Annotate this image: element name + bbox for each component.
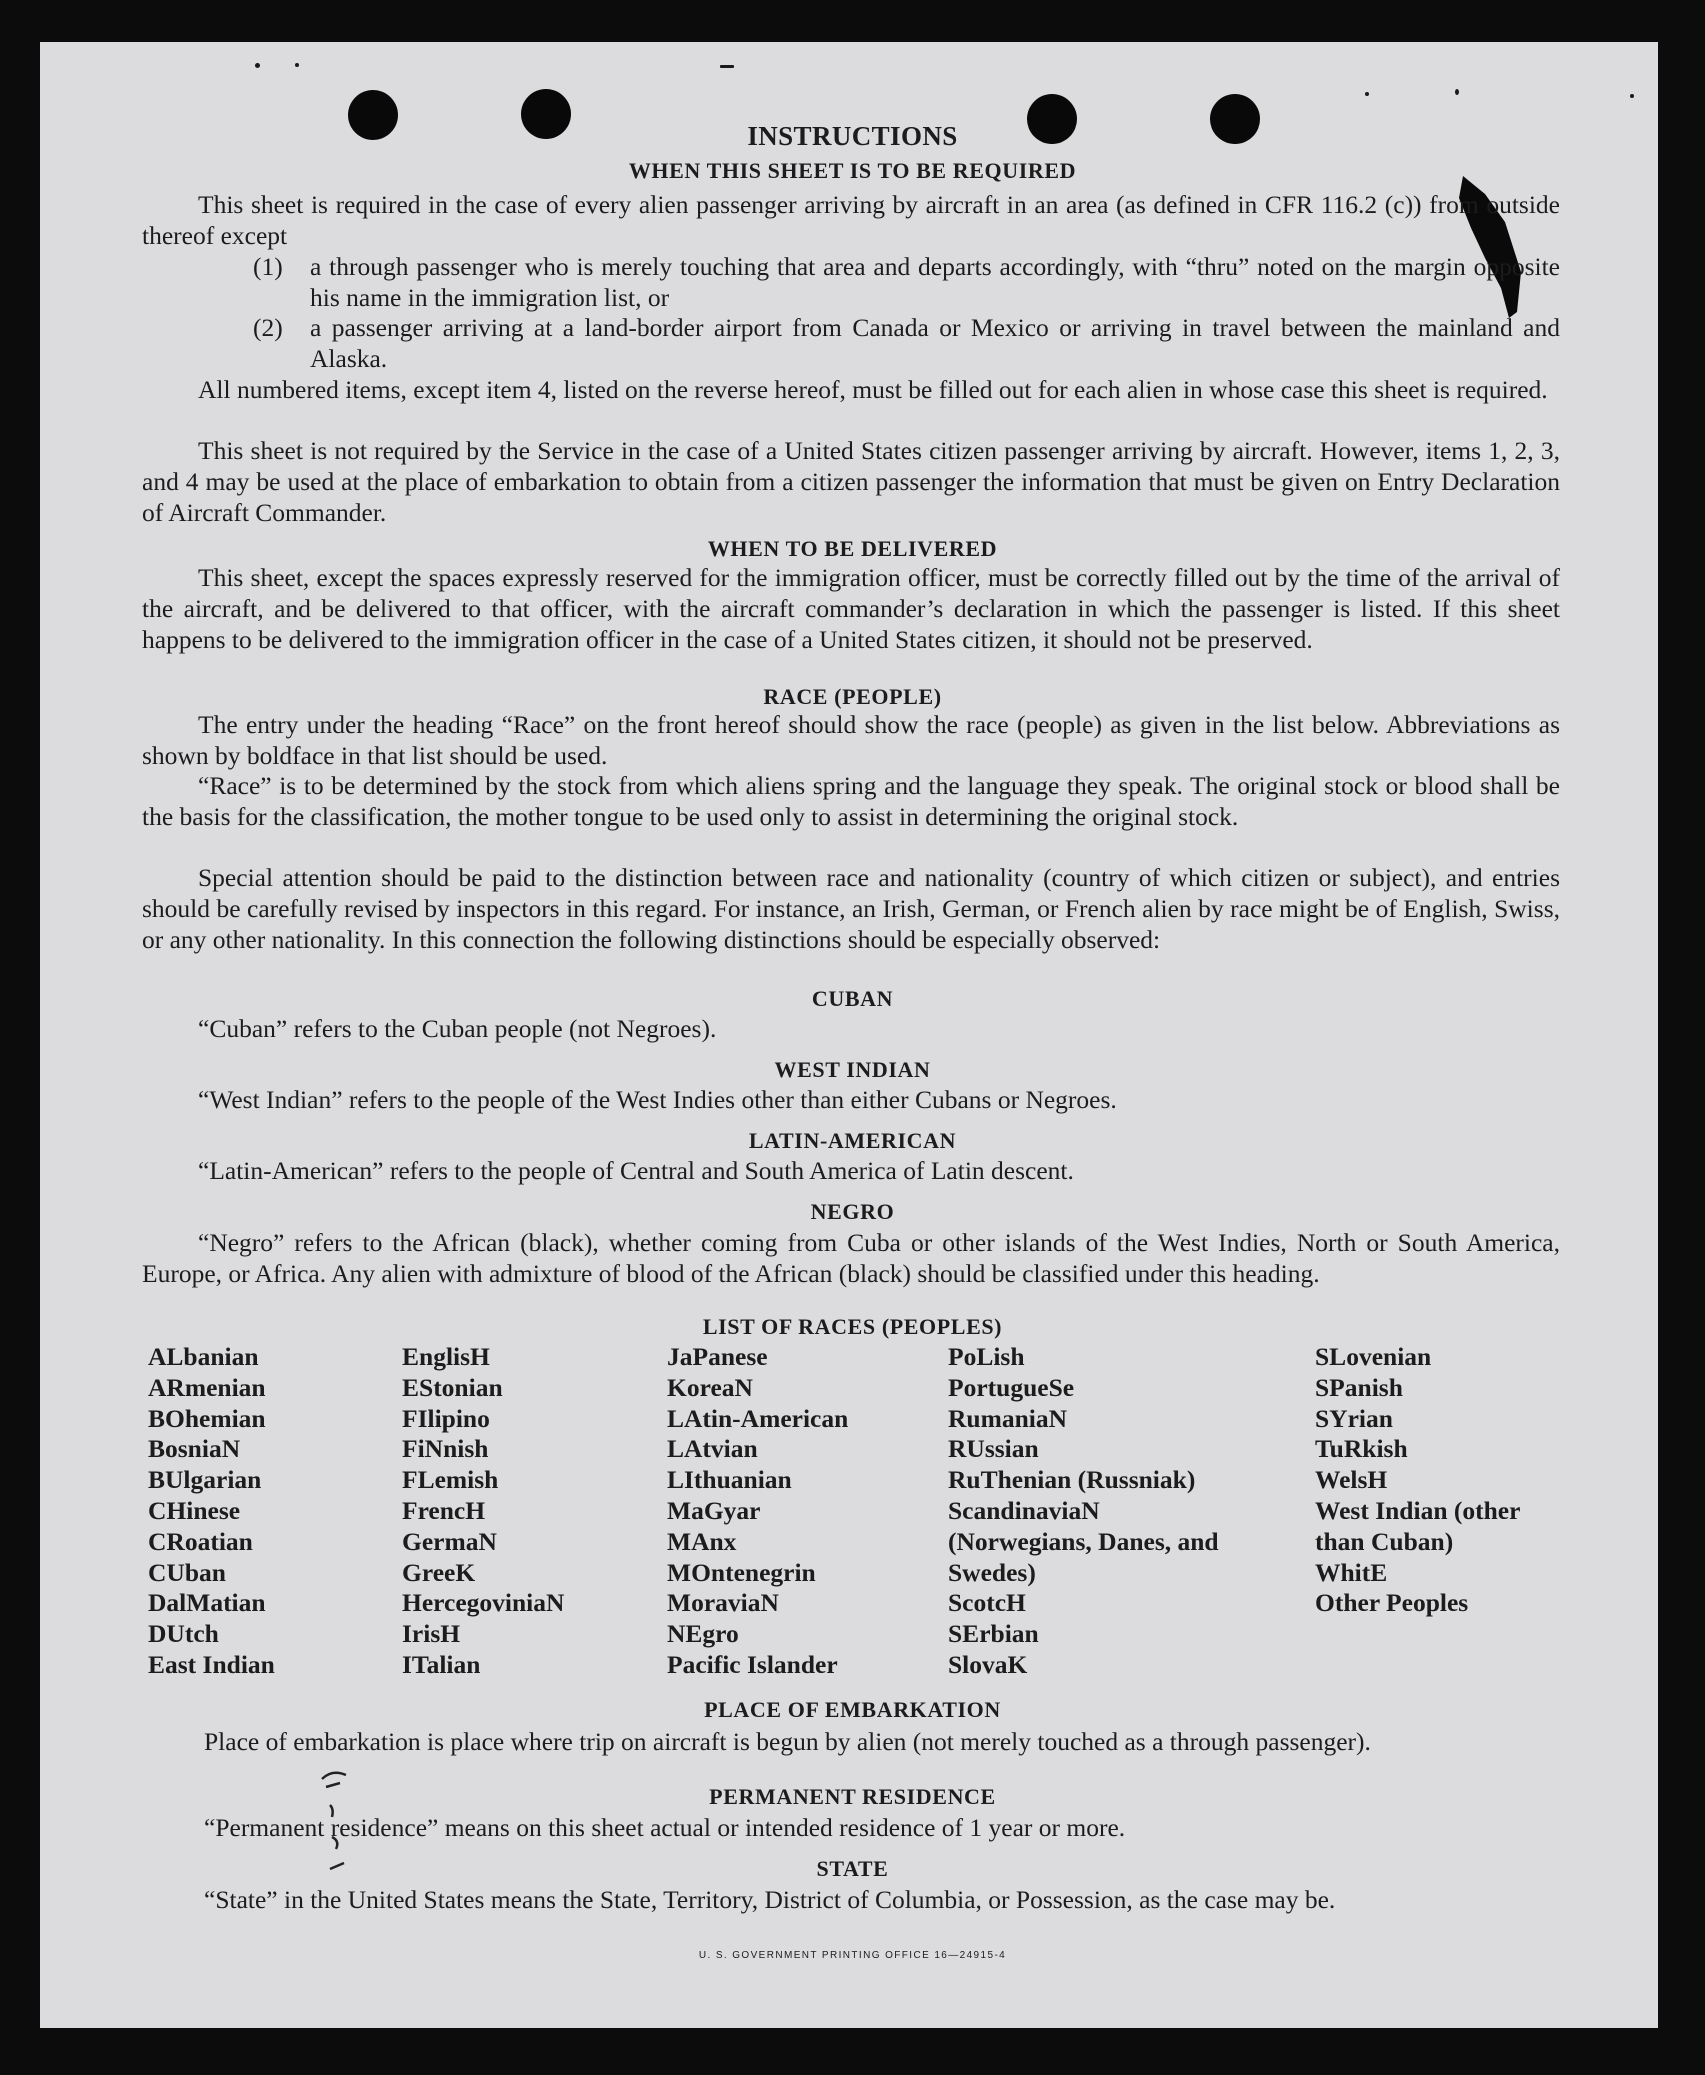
race-item: ARmenian — [148, 1372, 266, 1402]
race-item: TuRkish — [1315, 1434, 1408, 1464]
race-item: SYrian — [1315, 1403, 1393, 1433]
race-item: EnglisH — [402, 1342, 490, 1371]
race-item: GermaN — [402, 1526, 497, 1556]
race-item: LAtin-American — [667, 1403, 849, 1433]
paragraph: Place of embarkation is place where trip on aircraft is begun by alien (not merely touched as a through passenger). — [204, 1727, 1371, 1756]
race-column — [667, 1342, 848, 1681]
paragraph: Special attention should be paid to the distinction between race and nationality (country of which citizen or subject), and entries should be carefully revised by inspectors in this regard. For instance, an Irish, German, or French alien by race might be of English, Swiss, or any other nationality. In this connection the following distinctions should be especially observed: — [142, 863, 1560, 954]
paragraph: The entry under the heading “Race” on the front hereof should show the race (people) as given in the list below. Abbreviations as shown by boldface in that list should be used. — [142, 710, 1560, 770]
race-column — [148, 1342, 275, 1681]
section-heading-residence: PERMANENT RESIDENCE — [709, 1784, 996, 1809]
race-item: GreeK — [402, 1557, 476, 1587]
speck — [255, 63, 260, 68]
race-item: MoraviaN — [667, 1588, 779, 1618]
race-column — [948, 1342, 1238, 1681]
race-item: JaPanese — [667, 1342, 768, 1371]
race-item: WhitE — [1315, 1557, 1388, 1587]
speck — [720, 65, 734, 68]
section-heading-when-required: WHEN THIS SHEET IS TO BE REQUIRED — [628, 158, 1077, 183]
paragraph: “State” in the United States means the State, Territory, District of Columbia, or Possession, as the case may be. — [204, 1885, 1336, 1914]
speck — [1455, 89, 1459, 95]
race-item: Other Peoples — [1315, 1588, 1469, 1618]
race-item: West Indian (other than Cuban) — [1315, 1495, 1520, 1556]
race-item: NEgro — [667, 1619, 739, 1649]
list-item: (1) a through passenger who is merely touching that area and departs accordingly, with “thru” noted on the margin opposite his name in the immigration list, or — [253, 252, 1560, 312]
speck — [1630, 94, 1634, 98]
page-title: INSTRUCTIONS — [747, 121, 958, 151]
paragraph: “Latin-American” refers to the people of Central and South America of Latin descent. — [198, 1156, 1074, 1185]
paragraph: This sheet is not required by the Service in the case of a United States citizen passenger arriving by aircraft. However, items 1, 2, 3, and 4 may be used at the place of embarkation to obtain from a citizen passenger the information that must be given on Entry Declaration of Aircraft Commander. — [142, 436, 1560, 527]
section-heading-when-delivered: WHEN TO BE DELIVERED — [707, 536, 998, 561]
race-item: FiNnish — [402, 1434, 489, 1464]
race-item: BOhemian — [148, 1403, 266, 1433]
race-item: CRoatian — [148, 1526, 253, 1556]
paragraph: “Cuban” refers to the Cuban people (not Negroes). — [198, 1014, 717, 1043]
race-item: CHinese — [148, 1495, 241, 1525]
race-item: EStonian — [402, 1372, 503, 1402]
section-heading-embarkation: PLACE OF EMBARKATION — [704, 1697, 1001, 1722]
paragraph: All numbered items, except item 4, listed on the reverse hereof, must be filled out for each alien in whose case this sheet is required. — [198, 375, 1548, 404]
section-heading-state: STATE — [816, 1856, 889, 1881]
race-item: SPanish — [1315, 1372, 1403, 1402]
race-item: SErbian — [948, 1619, 1039, 1649]
race-list — [0, 1342, 1705, 1682]
race-item: WelsH — [1315, 1465, 1388, 1495]
race-item: IrisH — [402, 1619, 461, 1649]
race-item: FIlipino — [402, 1403, 490, 1433]
race-item: LAtvian — [667, 1434, 758, 1464]
race-item: MOntenegrin — [667, 1557, 816, 1587]
race-item: DUtch — [148, 1619, 219, 1649]
paragraph: “West Indian” refers to the people of the West Indies other than either Cubans or Negroes. — [198, 1085, 1117, 1114]
paragraph: This sheet is required in the case of every alien passenger arriving by aircraft in an area (as defined in CFR 116.2 (c)) from outside thereof except — [142, 190, 1560, 250]
race-item: ScandinaviaN (Norwegians, Danes, and Swedes) — [948, 1495, 1219, 1587]
race-item: DalMatian — [148, 1588, 266, 1618]
race-item: Pacific Islander — [667, 1649, 838, 1679]
race-item: MaGyar — [667, 1495, 761, 1525]
race-item: RuThenian (Russniak) — [948, 1465, 1196, 1495]
section-heading-latin-american: LATIN-AMERICAN — [748, 1128, 957, 1153]
race-item: RumaniaN — [948, 1403, 1068, 1433]
paragraph: This sheet, except the spaces expressly reserved for the immigration officer, must be correctly filled out by the time of the arrival of the aircraft, and be delivered to that officer, with the aircraft commander’s declaration in which the passenger is listed. If this sheet happens to be delivered to the immigration officer in the case of a United States citizen, it should not be preserved. — [142, 563, 1560, 654]
section-heading-negro: NEGRO — [810, 1199, 895, 1224]
section-heading-list-of-races: LIST OF RACES (PEOPLES) — [702, 1314, 1003, 1339]
list-item: (2) a passenger arriving at a land-border airport from Canada or Mexico or arriving in travel between the mainland and Alaska. — [253, 313, 1560, 373]
race-item: MAnx — [667, 1526, 737, 1556]
race-item: SLovenian — [1315, 1342, 1432, 1371]
race-column — [402, 1342, 564, 1681]
race-item: ScotcH — [948, 1588, 1026, 1618]
section-heading-west-indian: WEST INDIAN — [774, 1057, 931, 1082]
race-item: CUban — [148, 1557, 226, 1587]
race-item: SlovaK — [948, 1649, 1028, 1679]
race-item: FrencH — [402, 1495, 486, 1525]
race-column — [1315, 1342, 1570, 1619]
race-item: RUssian — [948, 1434, 1039, 1464]
race-item: PoLish — [948, 1342, 1025, 1371]
race-item: East Indian — [148, 1649, 275, 1679]
race-item: LIthuanian — [667, 1465, 792, 1495]
speck — [295, 63, 299, 67]
printer-footer: U. S. GOVERNMENT PRINTING OFFICE 16—24915-4 — [698, 1950, 1007, 1961]
race-item: BUlgarian — [148, 1465, 262, 1495]
paragraph: “Negro” refers to the African (black), whether coming from Cuba or other islands of the West Indies, North or South America, Europe, or Africa. Any alien with admixture of blood of the African (black) should be classified under this heading. — [142, 1228, 1560, 1288]
race-item: FLemish — [402, 1465, 499, 1495]
race-item: HercegoviniaN — [402, 1588, 565, 1618]
race-item: KoreaN — [667, 1372, 753, 1402]
section-heading-cuban: CUBAN — [811, 986, 894, 1011]
section-heading-race: RACE (PEOPLE) — [763, 684, 942, 709]
speck — [1365, 92, 1369, 96]
race-item: BosniaN — [148, 1434, 241, 1464]
race-item: ALbanian — [148, 1342, 259, 1371]
paragraph: “Race” is to be determined by the stock from which aliens spring and the language they speak. The original stock or blood shall be the basis for the classification, the mother tongue to be used only to assist in determining the original stock. — [142, 771, 1560, 831]
race-item: PortugueSe — [948, 1372, 1075, 1402]
paragraph: “Permanent residence” means on this sheet actual or intended residence of 1 year or more. — [204, 1813, 1126, 1842]
race-item: ITalian — [402, 1649, 481, 1679]
